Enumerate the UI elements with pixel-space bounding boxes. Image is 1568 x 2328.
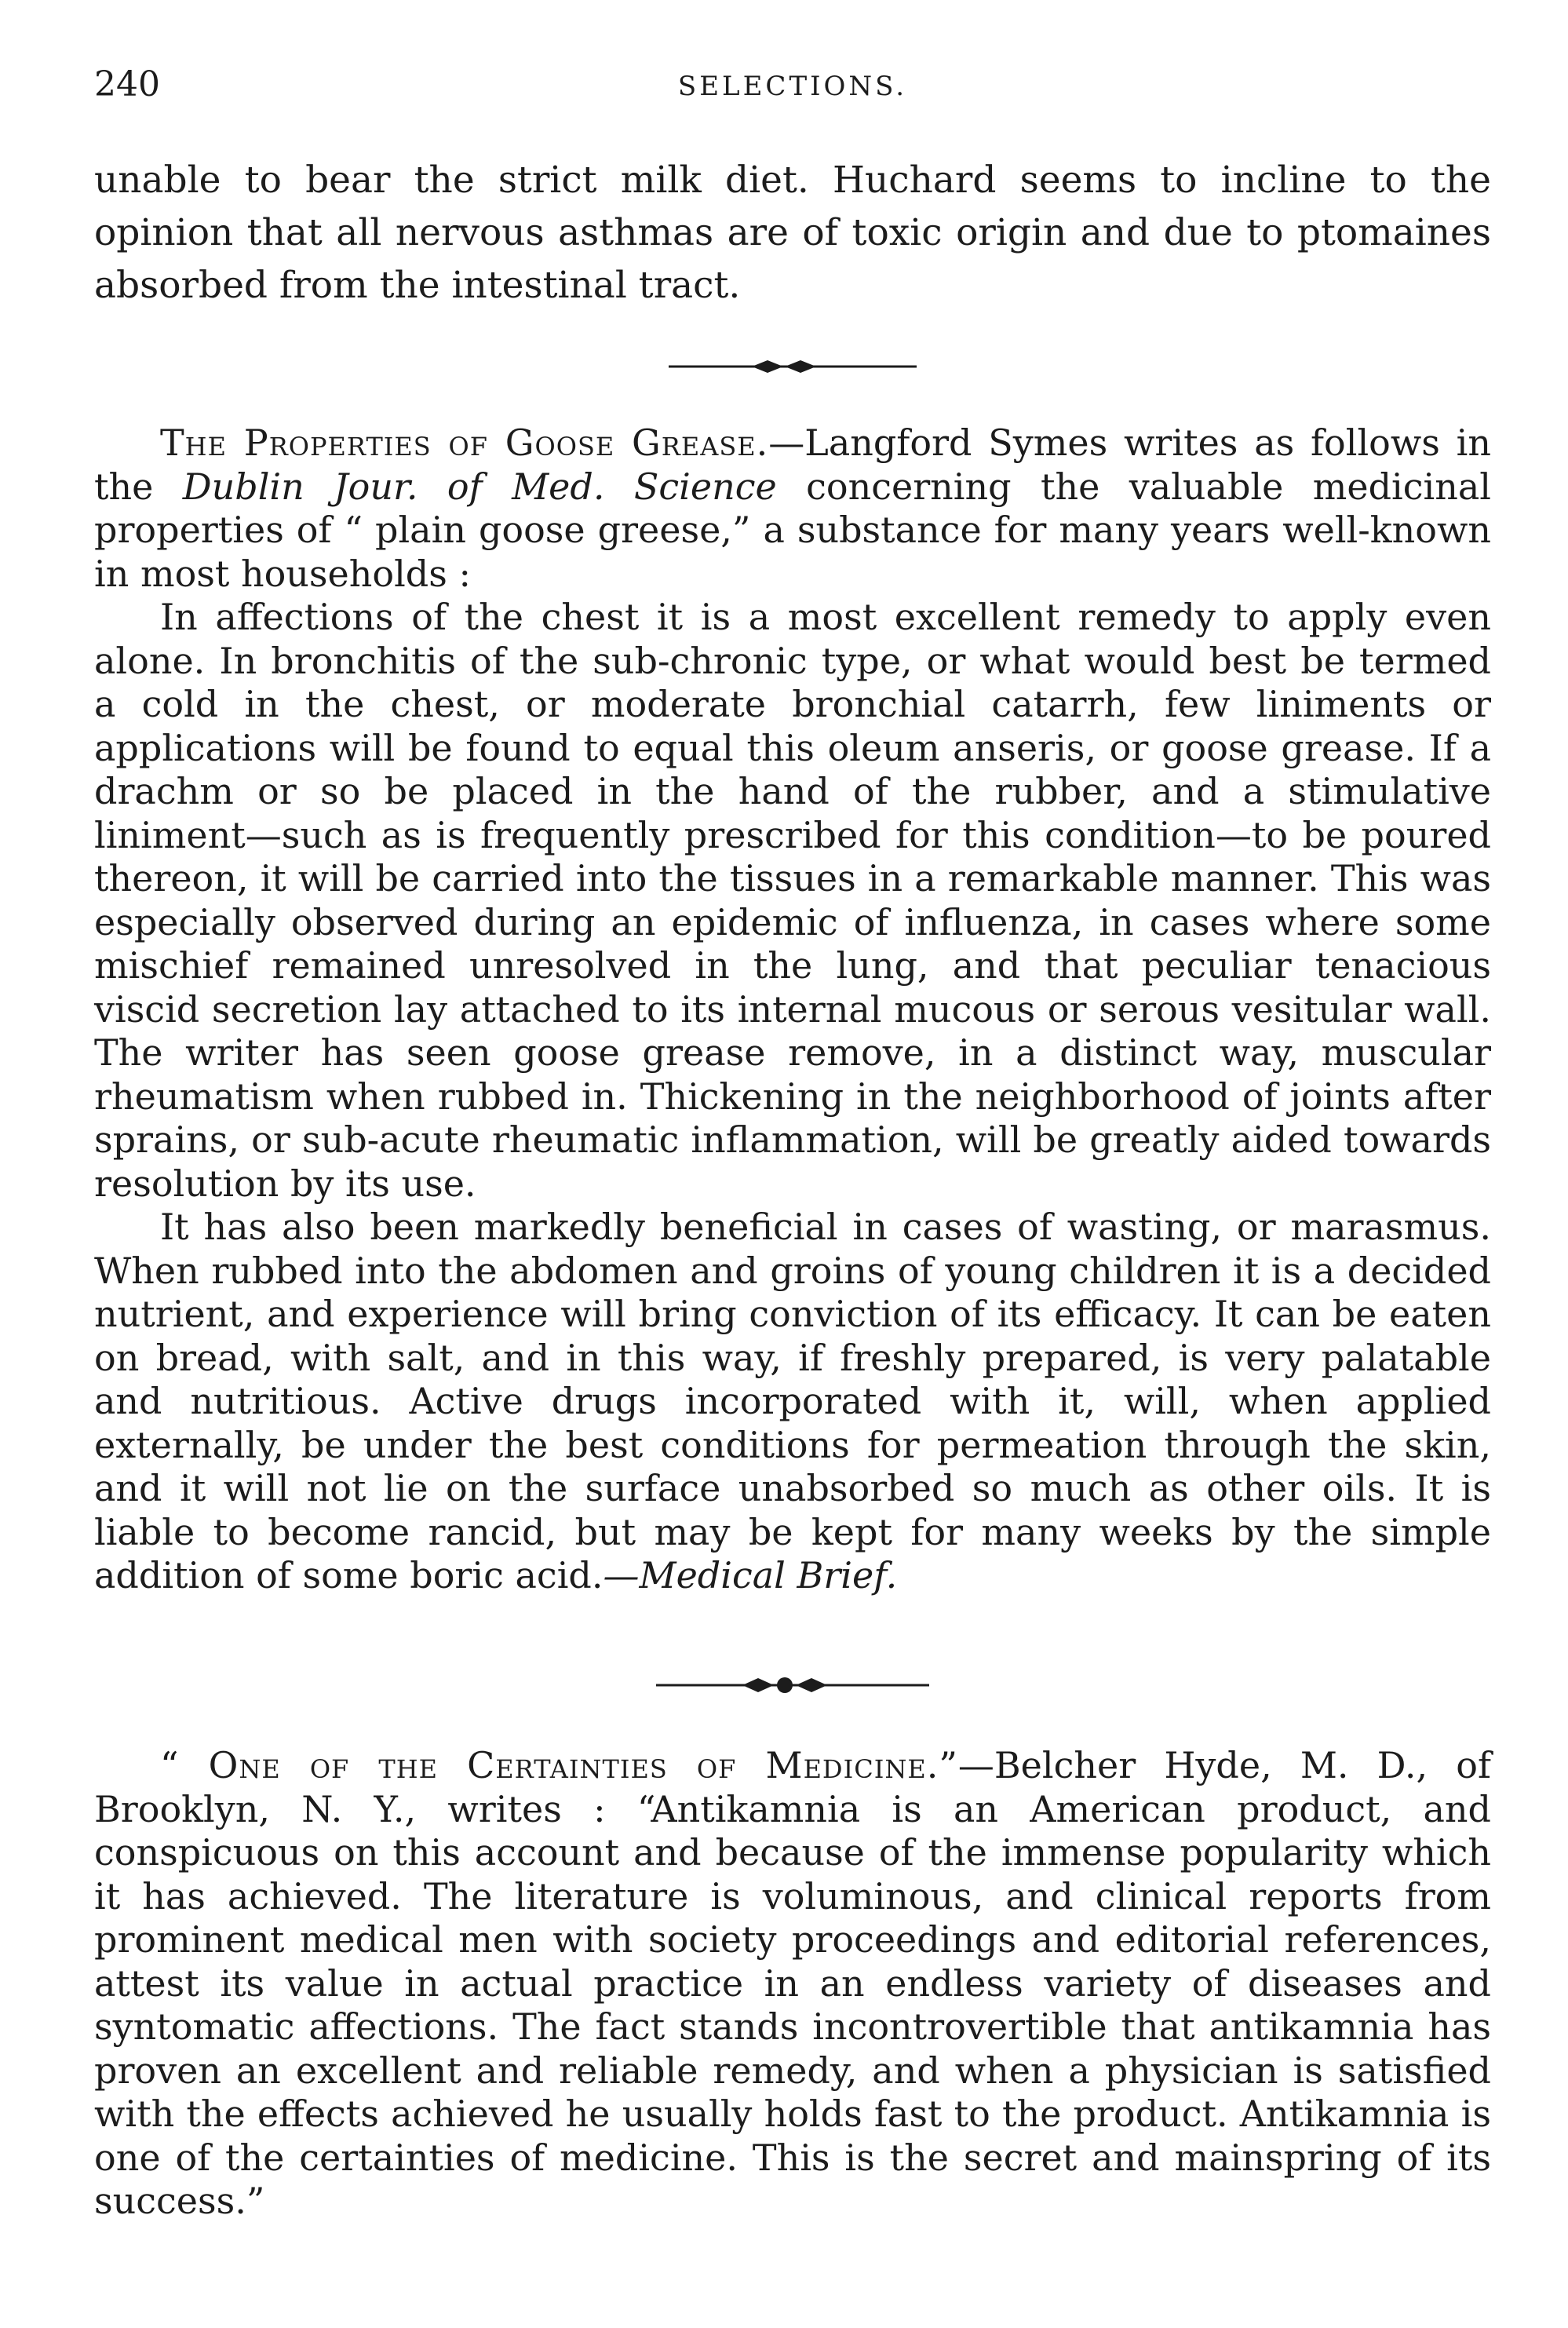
running-head: SELECTIONS.	[677, 71, 908, 102]
page-header	[94, 63, 1491, 110]
article-title: The Properties of Goose Grease.	[160, 421, 769, 464]
article-paragraph	[94, 1206, 1491, 1598]
article-paragraph-text: It has also been markedly beneficial in cases of wasting, or marasmus. When rubbed into the abdomen and groins of young children it is a decided nutrient, and experience will bring conviction of its efficacy. It can be eaten on bread, with salt, and in this way, if freshly prepared, is very palatable and nutritious. Active drugs incorporated with it, will, when applied externally, be under the best conditions for permeation through the skin, and it will not lie on the surface unabsorbed so much as other oils. It is liable to become rancid, but may be kept for many weeks by the simple addition of some boric acid.	[94, 1206, 1491, 1596]
article-title: “ One of the Certainties of Medicine.”	[160, 1744, 958, 1786]
article-source: —Medical Brief.	[603, 1554, 898, 1596]
article-paragraph: In affections of the chest it is a most excellent remedy to apply even alone. In bronchitis of the sub-chronic type, or what would best be termed a cold in the chest, or moderate bronchial catarrh, few liniments or applications will be found to equal this oleum anseris, or goose grease. If a drachm or so be placed in the hand of the rubber, and a stimulative liniment—such as is frequently prescribed for this condition—to be poured thereon, it will be carried into the tissues in a remarkable manner. This was especially observed during an epidemic of influenza, in cases where some mischief remained unresolved in the lung, and that peculiar tenacious viscid secretion lay attached to its internal mucous or serous vesitular wall. The writer has seen goose grease remove, in a distinct way, muscular rheumatism when rubbed in. Thickening in the neighborhood of joints after sprains, or sub-acute rheumatic inflammation, will be greatly aided towards resolution by its use.	[94, 596, 1491, 1205]
intro-paragraph: unable to bear the strict milk diet. Huchard seems to incline to the opinion that all nervous asthmas are of toxic origin and due to ptomaines absorbed from the intestinal tract.	[94, 159, 1491, 307]
article-paragraph	[94, 1744, 1491, 2224]
journal-name: Dublin Jour. of Med. Science	[182, 465, 777, 508]
section-divider-ornament	[0, 355, 1568, 378]
article-goose-grease-intro	[94, 421, 1491, 596]
article-intro-text-continued: concerning the valuable medicinal properties of “ plain goose greese,” a substance for many years well-known in most households :	[94, 465, 1491, 595]
article-certainties-of-medicine	[94, 1744, 1491, 2224]
article-intro-text: —Langford Symes writes as follows in the	[94, 421, 1491, 508]
article-goose-grease	[94, 421, 1491, 1598]
page-number: 240	[94, 64, 160, 104]
section-divider-ornament	[0, 1673, 1568, 1697]
article-paragraph-text: —Belcher Hyde, M. D., of Brooklyn, N. Y., writes : “Antikamnia is an American product, and conspicuous on this account and because of the immense popularity which it has achieved. The literature is voluminous, and clinical reports from prominent medical men with society proceedings and editorial references, attest its value in actual practice in an endless variety of diseases and syntomatic affections. The fact stands incontrovertible that antikamnia has proven an excellent and reliable remedy, and when a physician is satisfied with the effects achieved he usually holds fast to the product. Antikamnia is one of the certainties of medicine. This is the secret and mainspring of its success.”	[94, 1744, 1491, 2222]
